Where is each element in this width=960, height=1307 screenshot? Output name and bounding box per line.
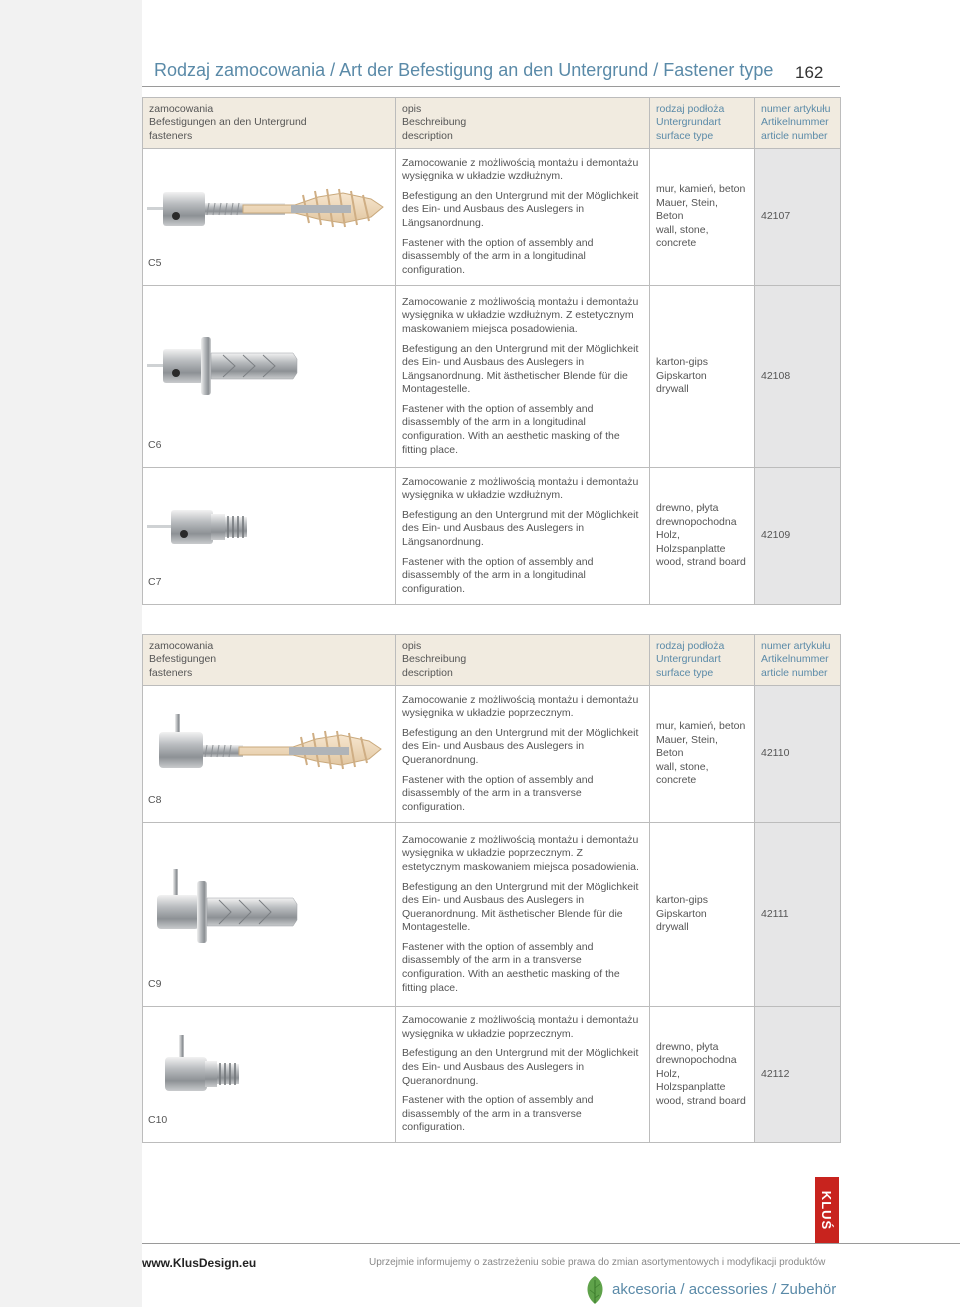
- description-de: Befestigung an den Untergrund mit der Möglichkeit des Ein- und Ausbaus des Auslegers in Längsanordnung. Mit ästhetischer Blende für die Montagestelle.: [402, 342, 639, 396]
- legal-notice: Uprzejmie informujemy o zastrzeżeniu sobie prawa do zmian asortymentowych i modyfikacji produktów: [369, 1257, 826, 1268]
- fastener-code: C6: [148, 439, 162, 452]
- description-de: Befestigung an den Untergrund mit der Möglichkeit des Ein- und Ausbaus des Auslegers in Längsanordnung.: [402, 508, 639, 548]
- header-line: zamocowania: [149, 639, 214, 652]
- fastener-table-longitudinal: [142, 97, 841, 605]
- description-pl: Zamocowanie z możliwością montażu i demontażu wysięgnika w układzie wzdłużnym. Z estetycznym maskowaniem miejsca posadowienia.: [402, 295, 639, 335]
- header-line: Artikelnummer: [761, 116, 829, 129]
- page-number: 162: [795, 63, 824, 82]
- fastener-c7-image: [143, 498, 396, 558]
- surface-de: Gipskarton: [656, 907, 707, 920]
- header-description: [396, 98, 650, 149]
- surface-en: wood, strand board: [656, 556, 746, 569]
- header-surface-type: [650, 635, 755, 686]
- surface-cell: [650, 686, 755, 823]
- header-line: Untergrundart: [656, 653, 721, 666]
- table-header-row: [143, 635, 841, 686]
- left-margin-band: [0, 0, 142, 1307]
- surface-de: Holz, Holzspanplatte: [656, 1067, 726, 1094]
- table-row: [143, 468, 841, 605]
- description-de: Befestigung an den Untergrund mit der Möglichkeit des Ein- und Ausbaus des Auslegers in Queranordnung. Mit ästhetischer Blende für die Montagestelle.: [402, 880, 639, 934]
- header-line: Beschreibung: [402, 116, 467, 129]
- description-cell: [396, 468, 650, 605]
- fastener-image-cell: [143, 149, 396, 286]
- table-header-row: [143, 98, 841, 149]
- article-number-cell: 42110: [755, 686, 841, 823]
- fastener-code: C7: [148, 576, 162, 589]
- table-row: [143, 686, 841, 823]
- description-en: Fastener with the option of assembly and disassembly of the arm in a longitudinal configuration.: [402, 236, 594, 276]
- surface-cell: [650, 149, 755, 286]
- fastener-table-transverse: [142, 634, 841, 1143]
- surface-cell: [650, 286, 755, 468]
- description-cell: [396, 286, 650, 468]
- description-en: Fastener with the option of assembly and disassembly of the arm in a longitudinal configuration. With an aesthetic masking of the fitting place.: [402, 402, 620, 456]
- description-de: Befestigung an den Untergrund mit der Möglichkeit des Ein- und Ausbaus des Auslegers in Queranordnung.: [402, 1047, 639, 1087]
- header-article-number: [755, 98, 841, 149]
- header-line: opis: [402, 639, 422, 652]
- description-cell: [396, 149, 650, 286]
- description-pl: Zamocowanie z możliwością montażu i demontażu wysięgnika w układzie poprzecznym.: [402, 1014, 639, 1040]
- fastener-image-cell: [143, 823, 396, 1007]
- header-surface-type: [650, 98, 755, 149]
- header-line: rodzaj podłoża: [656, 102, 725, 115]
- surface-pl: karton-gips: [656, 894, 708, 907]
- fastener-c9-image: [143, 865, 396, 950]
- header-line: fasteners: [149, 129, 193, 142]
- surface-pl: mur, kamień, beton: [656, 720, 746, 733]
- surface-de: Gipskarton: [656, 369, 707, 382]
- article-number-cell: 42109: [755, 468, 841, 605]
- header-line: surface type: [656, 666, 714, 679]
- fastener-image-cell: [143, 686, 396, 823]
- table-row: [143, 149, 841, 286]
- brand-logo-text: KLUŚ: [819, 1190, 835, 1230]
- header-line: description: [402, 129, 453, 142]
- description-en: Fastener with the option of assembly and disassembly of the arm in a transverse configuration.: [402, 773, 594, 813]
- header-line: numer artykułu: [761, 639, 831, 652]
- fastener-code: C9: [148, 978, 162, 991]
- description-pl: Zamocowanie z możliwością montażu i demontażu wysięgnika w układzie poprzecznym.: [402, 693, 639, 720]
- surface-de: Mauer, Stein, Beton: [656, 196, 718, 223]
- header-line: Befestigungen: [149, 653, 217, 666]
- article-number-cell: 42111: [755, 823, 841, 1007]
- description-pl: Zamocowanie z możliwością montażu i demontażu wysięgnika w układzie wzdłużnym.: [402, 475, 639, 502]
- fastener-image-cell: [143, 286, 396, 468]
- surface-cell: [650, 1007, 755, 1143]
- description-pl: Zamocowanie z możliwością montażu i demontażu wysięgnika w układzie poprzecznym. Z estetycznym maskowaniem miejsca posadowienia.: [402, 833, 639, 873]
- fastener-c6-image: [143, 331, 396, 401]
- surface-en: wood, strand board: [656, 1094, 746, 1107]
- header-fasteners: [143, 635, 396, 686]
- article-number-cell: 42107: [755, 149, 841, 286]
- header-line: Beschreibung: [402, 653, 467, 666]
- description-cell: [396, 823, 650, 1007]
- website-link[interactable]: www.KlusDesign.eu: [142, 1256, 257, 1270]
- description-pl: Zamocowanie z możliwością montażu i demontażu wysięgnika w układzie wzdłużnym.: [402, 156, 639, 183]
- leaf-icon: [583, 1274, 607, 1306]
- fastener-image-cell: [143, 468, 396, 605]
- header-line: Befestigungen an den Untergrund: [149, 116, 307, 129]
- surface-cell: [650, 468, 755, 605]
- header-line: opis: [402, 102, 422, 115]
- surface-pl: drewno, płyta: [656, 502, 719, 515]
- surface-pl: karton-gips: [656, 356, 708, 369]
- header-line: zamocowania: [149, 102, 214, 115]
- surface-de: Mauer, Stein, Beton: [656, 733, 718, 760]
- surface-pl: mur, kamień, beton: [656, 183, 746, 196]
- header-line: fasteners: [149, 666, 193, 679]
- header-description: [396, 635, 650, 686]
- surface-en: drywall: [656, 383, 689, 396]
- footer-divider: [142, 1243, 960, 1244]
- header-fasteners: [143, 98, 396, 149]
- surface-en: wall, stone, concrete: [656, 760, 709, 787]
- category-label: akcesoria / accessories / Zubehör: [612, 1281, 837, 1298]
- description-de: Befestigung an den Untergrund mit der Möglichkeit des Ein- und Ausbaus des Auslegers in Queranordnung.: [402, 726, 639, 766]
- description-cell: [396, 686, 650, 823]
- fastener-code: C8: [148, 794, 162, 807]
- fastener-image-cell: [143, 1007, 396, 1143]
- header-line: Artikelnummer: [761, 653, 829, 666]
- surface-en: drywall: [656, 921, 689, 934]
- header-line: numer artykułu: [761, 102, 831, 115]
- surface-de: Holz, Holzspanplatte: [656, 529, 726, 555]
- description-en: Fastener with the option of assembly and disassembly of the arm in a transverse configuration. With an aesthetic masking of the fitting place.: [402, 940, 620, 994]
- surface-pl-2: drewnopochodna: [656, 515, 737, 528]
- surface-pl-2: drewnopochodna: [656, 1054, 737, 1067]
- fastener-code: C10: [148, 1114, 168, 1127]
- description-en: Fastener with the option of assembly and disassembly of the arm in a transverse configuration.: [402, 1094, 594, 1134]
- surface-pl: drewno, płyta: [656, 1040, 719, 1053]
- header-line: rodzaj podłoża: [656, 639, 725, 652]
- surface-en: wall, stone, concrete: [656, 223, 709, 250]
- header-line: surface type: [656, 129, 714, 142]
- header-line: article number: [761, 129, 828, 142]
- table-row: [143, 1007, 841, 1143]
- article-number-cell: 42112: [755, 1007, 841, 1143]
- brand-logo: [815, 1177, 839, 1243]
- header-line: article number: [761, 666, 828, 679]
- header-line: Untergrundart: [656, 116, 721, 129]
- title-divider: [142, 86, 840, 87]
- description-en: Fastener with the option of assembly and disassembly of the arm in a longitudinal configuration.: [402, 555, 594, 595]
- fastener-code: C5: [148, 257, 162, 270]
- fastener-c8-image: [143, 710, 396, 780]
- table-row: [143, 823, 841, 1007]
- table-row: [143, 286, 841, 468]
- description-cell: [396, 1007, 650, 1143]
- description-de: Befestigung an den Untergrund mit der Möglichkeit des Ein- und Ausbaus des Auslegers in Längsanordnung.: [402, 189, 639, 229]
- header-line: description: [402, 666, 453, 679]
- article-number-cell: 42108: [755, 286, 841, 468]
- surface-cell: [650, 823, 755, 1007]
- header-article-number: [755, 635, 841, 686]
- fastener-c5-image: [143, 179, 396, 239]
- page-title: Rodzaj zamocowania / Art der Befestigung an den Untergrund / Fastener type: [154, 60, 774, 80]
- fastener-c10-image: [143, 1031, 396, 1101]
